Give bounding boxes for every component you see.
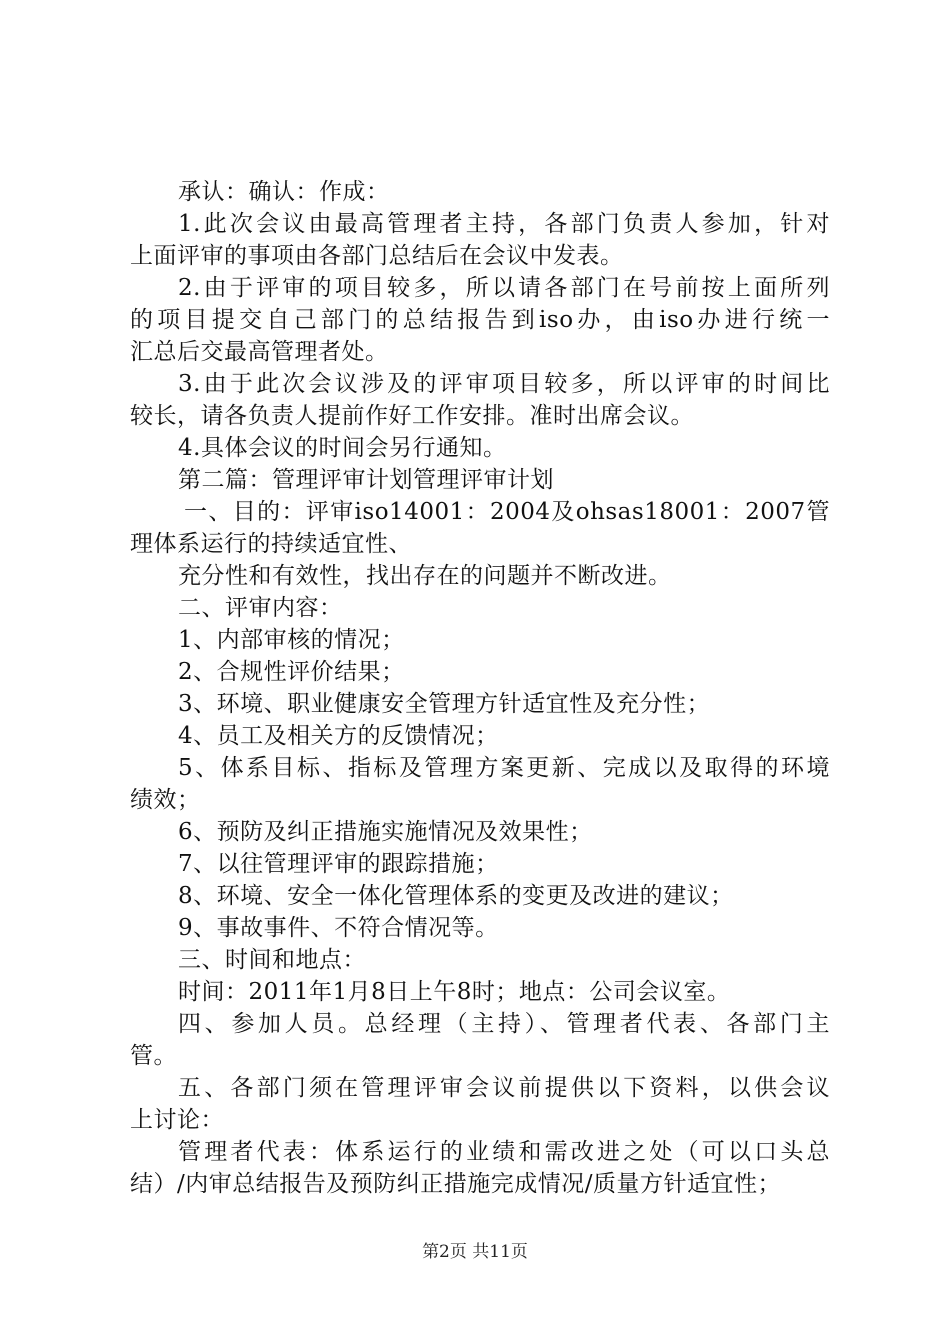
list-item: 5、体系目标、指标及管理方案更新、完成以及取得的环境 xyxy=(178,755,830,781)
section-heading: 五、各部门须在管理评审会议前提供以下资料，以供会议 xyxy=(178,1075,830,1101)
paragraph-line: 时间：2011年1月8日上午8时；地点：公司会议室。 xyxy=(178,979,731,1005)
paragraph-line: 上面评审的事项由各部门总结后在会议中发表。 xyxy=(130,243,624,269)
paragraph-line: 上讨论： xyxy=(130,1107,224,1133)
list-item: 4、员工及相关方的反馈情况； xyxy=(178,723,499,749)
page-number-footer: 第2页 共11页 xyxy=(422,1242,528,1262)
section-heading: 四、参加人员。总经理（主持）、管理者代表、各部门主 xyxy=(178,1011,830,1037)
paragraph-line: 结）/内审总结报告及预防纠正措施完成情况/质量方针适宜性； xyxy=(130,1171,781,1197)
paragraph-line: 一、目的：评审iso14001：2004及ohsas18001：2007管 xyxy=(184,499,830,525)
paragraph-line: 充分性和有效性，找出存在的问题并不断改进。 xyxy=(178,563,672,589)
list-item: 8、环境、安全一体化管理体系的变更及改进的建议； xyxy=(178,883,734,909)
paragraph-line: 管理者代表：体系运行的业绩和需改进之处（可以口头总 xyxy=(178,1139,830,1165)
paragraph-line: 3.由于此次会议涉及的评审项目较多，所以评审的时间比 xyxy=(178,371,830,397)
paragraph-line: 理体系运行的持续适宜性、 xyxy=(130,531,412,557)
list-item: 7、以往管理评审的跟踪措施； xyxy=(178,851,499,877)
paragraph-line: 的项目提交自己部门的总结报告到iso办，由iso办进行统一 xyxy=(130,307,830,333)
list-item: 3、环境、职业健康安全管理方针适宜性及充分性； xyxy=(178,691,711,717)
list-item-continuation: 绩效； xyxy=(130,787,201,813)
paragraph-line: 管。 xyxy=(130,1043,177,1069)
paragraph-line: 汇总后交最高管理者处。 xyxy=(130,339,389,365)
section-heading: 二、评审内容： xyxy=(178,595,343,621)
list-item: 6、预防及纠正措施实施情况及效果性； xyxy=(178,819,593,845)
paragraph-line: 较长，请各负责人提前作好工作安排。准时出席会议。 xyxy=(130,403,694,429)
section-heading: 第二篇：管理评审计划管理评审计划 xyxy=(178,467,554,493)
list-item: 1、内部审核的情况； xyxy=(178,627,405,653)
list-item: 9、事故事件、不符合情况等。 xyxy=(178,915,499,941)
section-heading: 三、时间和地点： xyxy=(178,947,366,973)
paragraph-line: 1.此次会议由最高管理者主持，各部门负责人参加，针对 xyxy=(178,211,830,237)
approval-line: 承认：确认：作成： xyxy=(178,179,390,205)
paragraph-line: 2.由于评审的项目较多，所以请各部门在号前按上面所列 xyxy=(178,275,830,301)
list-item: 2、合规性评价结果； xyxy=(178,659,405,685)
paragraph-line: 4.具体会议的时间会另行通知。 xyxy=(178,435,507,461)
